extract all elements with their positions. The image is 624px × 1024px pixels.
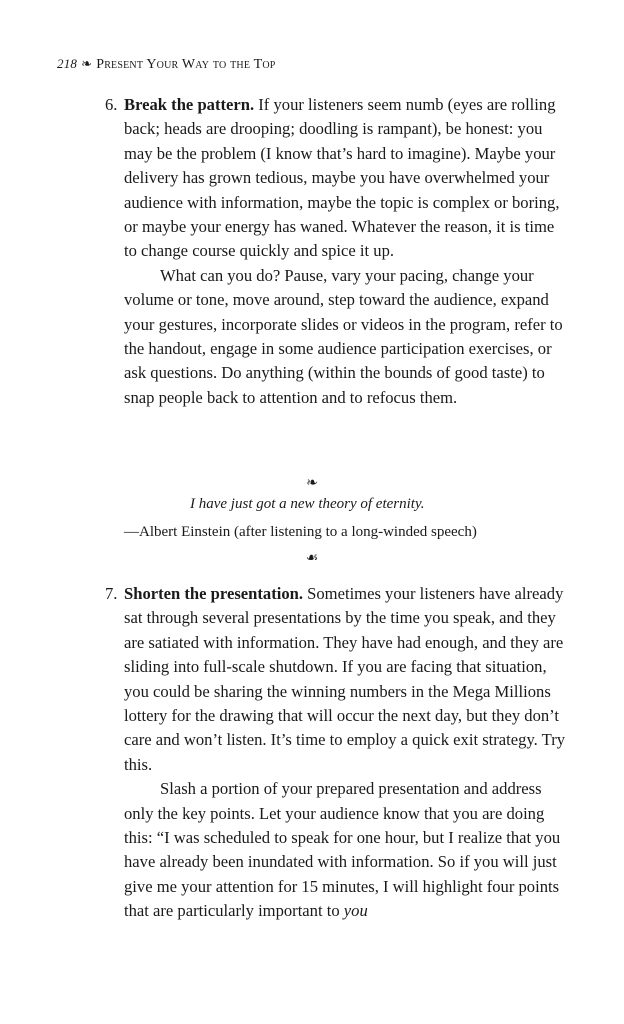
- page-number: 218: [57, 56, 78, 71]
- epigraph-attribution: —Albert Einstein (after listening to a long-winded speech): [124, 524, 477, 540]
- item-7-lead: Shorten the presentation.: [124, 584, 303, 603]
- ornament-bottom-icon: ☙: [305, 551, 319, 566]
- running-title: Present Your Way to the Top: [96, 57, 276, 72]
- item-6-paragraph-2: What can you do? Pause, vary your pacing, change your volume or tone, move around, step toward the audience, expand your gestures, incorporate slides or videos in the program, refer to the handout, engage in some audience participation exercises, or ask questions. Do anything (within the bounds of good taste) to snap people back to attention and to refocus them.: [124, 265, 563, 407]
- item-6-block: [0, 93, 624, 410]
- ornament-top-icon: ❧: [306, 476, 318, 491]
- item-7-paragraph-1: [124, 582, 570, 777]
- item-6-body-1: If your listeners seem numb (eyes are rolling back; heads are drooping; doodling is rampant), be honest: you may be the problem (I know that’s hard to imagine). Maybe your delivery has grown tedious, maybe you have overwhelmed your audience with information, maybe the topic is complex or boring, or maybe your energy has waned. Whatever the reason, it is time to change course quickly and spice it up.: [124, 95, 560, 261]
- item-number: 6.: [105, 95, 118, 114]
- item-7-body-2: Slash a portion of your prepared presentation and address only the key points. Let your audience know that you are doing this: “I was scheduled to speak for one hour, but I realize that you have already been inundated with information. So if you will just give me your attention for 15 minutes, I will highlight four points that are particularly important to: [124, 779, 561, 921]
- running-header: [57, 56, 276, 73]
- list-item-7: [0, 582, 570, 924]
- item-7-paragraph-2: [124, 777, 570, 923]
- item-number: 7.: [105, 584, 118, 603]
- fleuron-ornament-icon: ❧: [81, 56, 93, 71]
- item-7-body-1: Sometimes your listeners have already sat through several presentations by the time you speak, and they are satiated with information. They have had enough, and they are sliding into full-scale shutdown. If you are facing that situation, you could be sharing the winning numbers in the Mega Millions lottery for the drawing that will occur the next day, but they don’t care and won’t listen. It’s time to employ a quick exit strategy. Try this.: [124, 584, 566, 774]
- item-6-lead: Break the pattern.: [124, 95, 255, 114]
- epigraph-quote: I have just got a new theory of eternity.: [190, 496, 425, 512]
- item-7-emphasis: you: [343, 901, 368, 921]
- list-item-6: [0, 93, 570, 410]
- item-7-block: [0, 582, 624, 924]
- item-6-paragraph-1: [124, 93, 570, 264]
